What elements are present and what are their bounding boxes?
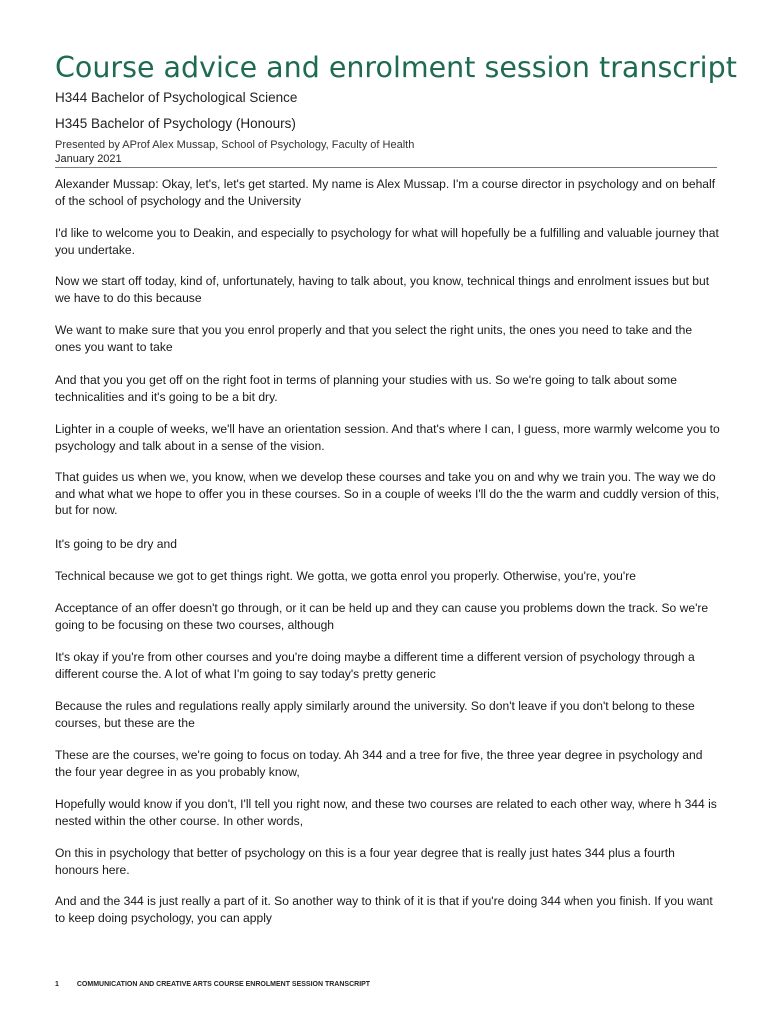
- transcript-paragraph: Hopefully would know if you don't, I'll tell you right now, and these two courses are related to each other way, where h 344 is nested within the other course. In other words,: [55, 797, 717, 828]
- transcript-paragraph: That guides us when we, you know, when we develop these courses and take you on and why we train you. The way we do and what what we hope to offer you in these courses. So in a couple of weeks I'll do the the warm and cuddly version of this, but for now.: [55, 470, 720, 517]
- transcript-paragraph: Now we start off today, kind of, unfortunately, having to talk about, you know, technical things and enrolment issues but but we have to do this because: [55, 274, 710, 305]
- transcript-paragraph: It's going to be dry and: [55, 537, 177, 551]
- transcript-paragraph: And that you you get off on the right foot in terms of planning your studies with us. So we're going to talk about some technicalities and it's going to be a bit dry.: [55, 373, 677, 404]
- transcript-paragraph: We want to make sure that you you enrol properly and that you select the right units, the ones you need to take and the ones you want to take: [55, 323, 693, 354]
- transcript-paragraph: On this in psychology that better of psychology on this is a four year degree that is really just hates 344 plus a fourth honours here.: [55, 846, 675, 877]
- transcript-paragraph: Alexander Mussap: Okay, let's, let's get started. My name is Alex Mussap. I'm a course director in psychology and on behalf of the school of psychology and the University: [55, 177, 716, 208]
- transcript-paragraph: It's okay if you're from other courses and you're doing maybe a different time a different version of psychology through a different course the. A lot of what I'm going to say today's pretty generic: [55, 650, 695, 681]
- document-date: January 2021: [55, 153, 122, 165]
- transcript-paragraph: Lighter in a couple of weeks, we'll have an orientation session. And that's where I can, I guess, more warmly welcome you to psychology and talk about in a sense of the vision.: [55, 422, 720, 453]
- page-footer: [55, 980, 370, 990]
- page-title: Course advice and enrolment session transcript: [55, 51, 737, 84]
- transcript-paragraph: I'd like to welcome you to Deakin, and especially to psychology for what will hopefully be a fulfilling and valuable journey that you undertake.: [55, 226, 719, 257]
- course-h345: H345 Bachelor of Psychology (Honours): [55, 116, 296, 131]
- transcript-paragraph: Because the rules and regulations really apply similarly around the university. So don't leave if you don't belong to these courses, but these are the: [55, 699, 695, 730]
- page-number: 1: [55, 981, 59, 988]
- header-divider: [55, 167, 717, 168]
- course-h344: H344 Bachelor of Psychological Science: [55, 90, 298, 105]
- transcript-paragraph: And and the 344 is just really a part of it. So another way to think of it is that if you're doing 344 when you finish. If you want to keep doing psychology, you can apply: [55, 894, 713, 925]
- presenter-line: Presented by AProf Alex Mussap, School of Psychology, Faculty of Health: [55, 139, 415, 151]
- transcript-paragraph: These are the courses, we're going to focus on today. Ah 344 and a tree for five, the three year degree in psychology and the four year degree in as you probably know,: [55, 748, 703, 779]
- running-title: COMMUNICATION AND CREATIVE ARTS COURSE ENROLMENT SESSION TRANSCRIPT: [76, 981, 371, 988]
- transcript-paragraph: Technical because we got to get things right. We gotta, we gotta enrol you properly. Otherwise, you're, you're: [55, 569, 636, 583]
- transcript-paragraph: Acceptance of an offer doesn't go through, or it can be held up and they can cause you problems down the track. So we're going to be focusing on these two courses, although: [55, 601, 709, 632]
